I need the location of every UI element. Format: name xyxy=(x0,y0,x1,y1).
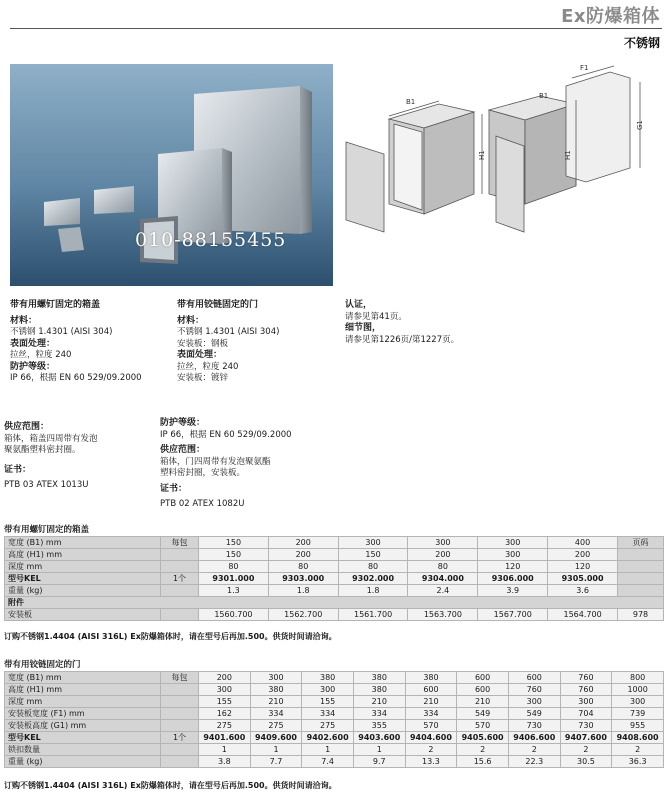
cell: 162 xyxy=(199,708,251,720)
cell: 9401.600 xyxy=(199,732,251,744)
cell: 760 xyxy=(560,684,612,696)
cell: 300 xyxy=(508,696,560,708)
table-row xyxy=(5,720,664,732)
col1-surface: 拉丝，粒度 240 xyxy=(10,350,72,360)
col2-heading: 带有用铰链固定的门 xyxy=(177,300,259,310)
col2-cert: PTB 02 ATEX 1082U xyxy=(160,499,245,509)
cell xyxy=(161,561,199,573)
col2-supply-label: 供应范围： xyxy=(160,445,206,455)
cell: 15.6 xyxy=(457,756,509,768)
cell: 300 xyxy=(302,684,354,696)
cell: 80 xyxy=(338,561,408,573)
cell: 9402.600 xyxy=(302,732,354,744)
page-header: 页码 xyxy=(618,537,664,549)
col2-material-2: 安装板：钢板 xyxy=(177,338,229,349)
cell: 380 xyxy=(353,672,405,684)
col1-protection: IP 66，根据 EN 60 529/09.2000 xyxy=(10,373,142,383)
cell: 739 xyxy=(612,708,664,720)
cell: 380 xyxy=(302,672,354,684)
cell: 600 xyxy=(508,672,560,684)
cell: 275 xyxy=(199,720,251,732)
cell: 380 xyxy=(353,684,405,696)
cell: 9304.000 xyxy=(408,573,478,585)
cell: 275 xyxy=(250,720,302,732)
cell: 7.7 xyxy=(250,756,302,768)
dim-label-h1-2: H1 xyxy=(564,150,572,160)
cell: 300 xyxy=(338,537,408,549)
page-title: Ex防爆箱体 xyxy=(561,6,660,27)
cell: 150 xyxy=(199,549,269,561)
cell: 1000 xyxy=(612,684,664,696)
cell: 1563.700 xyxy=(408,609,478,621)
cell: 36.3 xyxy=(612,756,664,768)
detail-text: 请参见第1226页/第1227页。 xyxy=(345,334,460,345)
dim-label-b1-2: B1 xyxy=(539,92,549,100)
cell: 2 xyxy=(560,744,612,756)
dimension-diagram xyxy=(344,64,664,244)
cell: 300 xyxy=(478,537,548,549)
pack-unit: 1个 xyxy=(161,573,199,585)
col2-cert-label: 证书： xyxy=(160,483,188,494)
cell: 380 xyxy=(405,672,457,684)
cell: 300 xyxy=(612,696,664,708)
cell: 1 xyxy=(199,744,251,756)
pack-unit: 1个 xyxy=(161,732,199,744)
row-label: 高度 (H1) mm xyxy=(5,549,161,561)
table-row xyxy=(5,549,664,561)
cell: 200 xyxy=(268,537,338,549)
cell: 2 xyxy=(405,744,457,756)
col1-protection-label: 防护等级： xyxy=(10,361,56,372)
cell: 120 xyxy=(548,561,618,573)
cell: 600 xyxy=(457,672,509,684)
table-row xyxy=(5,573,664,585)
cell: 200 xyxy=(268,549,338,561)
pack-header: 每包 xyxy=(161,537,199,549)
table-row xyxy=(5,696,664,708)
cell: 155 xyxy=(302,696,354,708)
cell: 80 xyxy=(199,561,269,573)
cell: 210 xyxy=(457,696,509,708)
cell: 400 xyxy=(548,537,618,549)
cell: 2 xyxy=(612,744,664,756)
pack-header: 每包 xyxy=(161,672,199,684)
table-section-row xyxy=(5,597,664,609)
cell: 800 xyxy=(612,672,664,684)
col1-heading: 带有用螺钉固定的箱盖 xyxy=(10,300,101,310)
cell: 150 xyxy=(338,549,408,561)
cell: 1 xyxy=(353,744,405,756)
cell: 730 xyxy=(560,720,612,732)
cell: 9306.000 xyxy=(478,573,548,585)
table-row xyxy=(5,537,664,549)
row-label: 锁扣数量 xyxy=(5,744,161,756)
cell: 955 xyxy=(612,720,664,732)
col2-surface-label: 表面处理： xyxy=(177,350,223,360)
cell: 3.6 xyxy=(548,585,618,597)
cell: 2 xyxy=(508,744,560,756)
col2-supply-1: 箱体，门四周带有发泡聚氨酯 xyxy=(160,456,271,467)
cell xyxy=(618,573,664,585)
cell: 380 xyxy=(250,684,302,696)
cell: 150 xyxy=(199,537,269,549)
cell: 1 xyxy=(250,744,302,756)
table-row xyxy=(5,684,664,696)
header-divider xyxy=(10,28,662,29)
cell xyxy=(161,720,199,732)
detail-label: 细节图， xyxy=(345,323,382,333)
cell xyxy=(161,756,199,768)
cell: 9301.000 xyxy=(199,573,269,585)
table-screw-lid xyxy=(4,536,664,621)
dim-label-h1: H1 xyxy=(478,150,486,160)
cell: 300 xyxy=(560,696,612,708)
col2-protection: IP 66，根据 EN 60 529/09.2000 xyxy=(160,429,292,440)
table-hinged-door xyxy=(4,671,664,768)
cell: 334 xyxy=(405,708,457,720)
cell: 22.3 xyxy=(508,756,560,768)
table-row xyxy=(5,609,664,621)
cell: 9406.600 xyxy=(508,732,560,744)
cell: 120 xyxy=(478,561,548,573)
col2-material-label: 材料： xyxy=(177,315,205,326)
cell: 730 xyxy=(508,720,560,732)
col2-protection-label: 防护等级： xyxy=(160,418,206,428)
approval-label: 认证， xyxy=(345,300,373,310)
row-label: 宽度 (B1) mm xyxy=(5,672,161,684)
cell: 9305.000 xyxy=(548,573,618,585)
cell: 570 xyxy=(457,720,509,732)
row-label: 重量 (kg) xyxy=(5,585,161,597)
table1-note: 订购不锈钢1.4404 (AISI 316L) Ex防爆箱体时，请在型号后再加.500。供货时间请洽询。 xyxy=(4,632,337,641)
cell: 9302.000 xyxy=(338,573,408,585)
row-label: 宽度 (B1) mm xyxy=(5,537,161,549)
table-row xyxy=(5,708,664,720)
cell: 1562.700 xyxy=(268,609,338,621)
table-row xyxy=(5,672,664,684)
page-subtitle: 不锈钢 xyxy=(623,36,660,50)
cell: 355 xyxy=(353,720,405,732)
row-label: 深度 mm xyxy=(5,696,161,708)
dim-label-g1: G1 xyxy=(636,120,644,130)
supply-column-hinged-door xyxy=(160,418,292,511)
approval-text: 请参见第41页。 xyxy=(345,311,407,322)
cell: 300 xyxy=(408,537,478,549)
cell: 200 xyxy=(199,672,251,684)
cell: 210 xyxy=(405,696,457,708)
cell: 760 xyxy=(508,684,560,696)
cell: 9403.600 xyxy=(353,732,405,744)
page-cell: 978 xyxy=(618,609,664,621)
row-label: 深度 mm xyxy=(5,561,161,573)
cell: 1.8 xyxy=(338,585,408,597)
row-label: 安装板高度 (G1) mm xyxy=(5,720,161,732)
cell: 300 xyxy=(478,549,548,561)
cell: 1561.700 xyxy=(338,609,408,621)
cell xyxy=(161,708,199,720)
cell: 13.3 xyxy=(405,756,457,768)
cell: 300 xyxy=(250,672,302,684)
table-row xyxy=(5,585,664,597)
cell: 334 xyxy=(250,708,302,720)
cell: 1560.700 xyxy=(199,609,269,621)
product-photo xyxy=(10,64,333,286)
cell: 2 xyxy=(457,744,509,756)
cell: 275 xyxy=(302,720,354,732)
row-label: 高度 (H1) mm xyxy=(5,684,161,696)
cell: 200 xyxy=(408,549,478,561)
dim-label-b1: B1 xyxy=(406,98,416,106)
cell: 210 xyxy=(250,696,302,708)
cell: 570 xyxy=(405,720,457,732)
cell: 9408.600 xyxy=(612,732,664,744)
col2-surface-1: 拉丝，粒度 240 xyxy=(177,361,239,372)
cell: 200 xyxy=(548,549,618,561)
cell: 1.8 xyxy=(268,585,338,597)
cell xyxy=(161,609,199,621)
cell xyxy=(161,549,199,561)
col1-material-label: 材料： xyxy=(10,315,38,326)
cell: 30.5 xyxy=(560,756,612,768)
supply-column-screw-lid xyxy=(4,422,98,492)
cell: 300 xyxy=(199,684,251,696)
cell: 9404.600 xyxy=(405,732,457,744)
cell: 80 xyxy=(408,561,478,573)
col1-cert-label: 证书： xyxy=(4,464,32,475)
col1-supply-label: 供应范围： xyxy=(4,422,50,432)
col1-material: 不锈钢 1.4301 (AISI 304) xyxy=(10,327,113,337)
table-row xyxy=(5,561,664,573)
cell: 9407.600 xyxy=(560,732,612,744)
cell: 3.8 xyxy=(199,756,251,768)
cell: 1 xyxy=(302,744,354,756)
cell: 600 xyxy=(405,684,457,696)
reference-column xyxy=(345,300,459,346)
row-label: 重量 (kg) xyxy=(5,756,161,768)
cell: 549 xyxy=(508,708,560,720)
table-row xyxy=(5,756,664,768)
cell: 704 xyxy=(560,708,612,720)
spec-column-screw-lid xyxy=(10,300,142,385)
col1-supply-1: 箱体，箱盖四周带有发泡 xyxy=(4,433,98,444)
col1-supply-2: 聚氨酯塑料密封圈。 xyxy=(4,445,81,455)
cell: 7.4 xyxy=(302,756,354,768)
col2-material-1: 不锈钢 1.4301 (AISI 304) xyxy=(177,327,280,337)
cell xyxy=(618,561,664,573)
cell: 760 xyxy=(560,672,612,684)
table-row xyxy=(5,744,664,756)
cell: 1564.700 xyxy=(548,609,618,621)
cell: 80 xyxy=(268,561,338,573)
cell xyxy=(618,585,664,597)
cell: 334 xyxy=(353,708,405,720)
dim-label-f1: F1 xyxy=(580,64,589,72)
cell: 210 xyxy=(353,696,405,708)
phone-watermark: 010-88155455 xyxy=(135,229,287,251)
row-label: 安装板宽度 (F1) mm xyxy=(5,708,161,720)
row-label: 型号KEL xyxy=(5,573,161,585)
cell: 9.7 xyxy=(353,756,405,768)
col2-surface-2: 安装板：镀锌 xyxy=(177,373,229,383)
cell: 9405.600 xyxy=(457,732,509,744)
cell: 549 xyxy=(457,708,509,720)
cell: 1.3 xyxy=(199,585,269,597)
row-label: 安装板 xyxy=(5,609,161,621)
cell xyxy=(161,744,199,756)
table-row xyxy=(5,732,664,744)
col1-cert: PTB 03 ATEX 1013U xyxy=(4,480,89,490)
col2-supply-2: 塑料密封圈，安装板。 xyxy=(160,468,246,478)
table2-caption: 带有用铰链固定的门 xyxy=(4,660,81,670)
cell: 334 xyxy=(302,708,354,720)
cell xyxy=(161,684,199,696)
spec-column-hinged-door xyxy=(177,300,279,385)
col1-surface-label: 表面处理： xyxy=(10,338,56,349)
cell: 1567.700 xyxy=(478,609,548,621)
cell xyxy=(161,696,199,708)
cell: 9303.000 xyxy=(268,573,338,585)
cell: 3.9 xyxy=(478,585,548,597)
cell xyxy=(618,549,664,561)
cell: 600 xyxy=(457,684,509,696)
cell: 9409.600 xyxy=(250,732,302,744)
table2-note: 订购不锈钢1.4404 (AISI 316L) Ex防爆箱体时，请在型号后再加.500。供货时间请洽询。 xyxy=(4,781,337,790)
cell: 155 xyxy=(199,696,251,708)
table1-caption: 带有用螺钉固定的箱盖 xyxy=(4,525,90,535)
accessory-header: 附件 xyxy=(5,597,664,609)
row-label: 型号KEL xyxy=(5,732,161,744)
cell: 2.4 xyxy=(408,585,478,597)
cell xyxy=(161,585,199,597)
